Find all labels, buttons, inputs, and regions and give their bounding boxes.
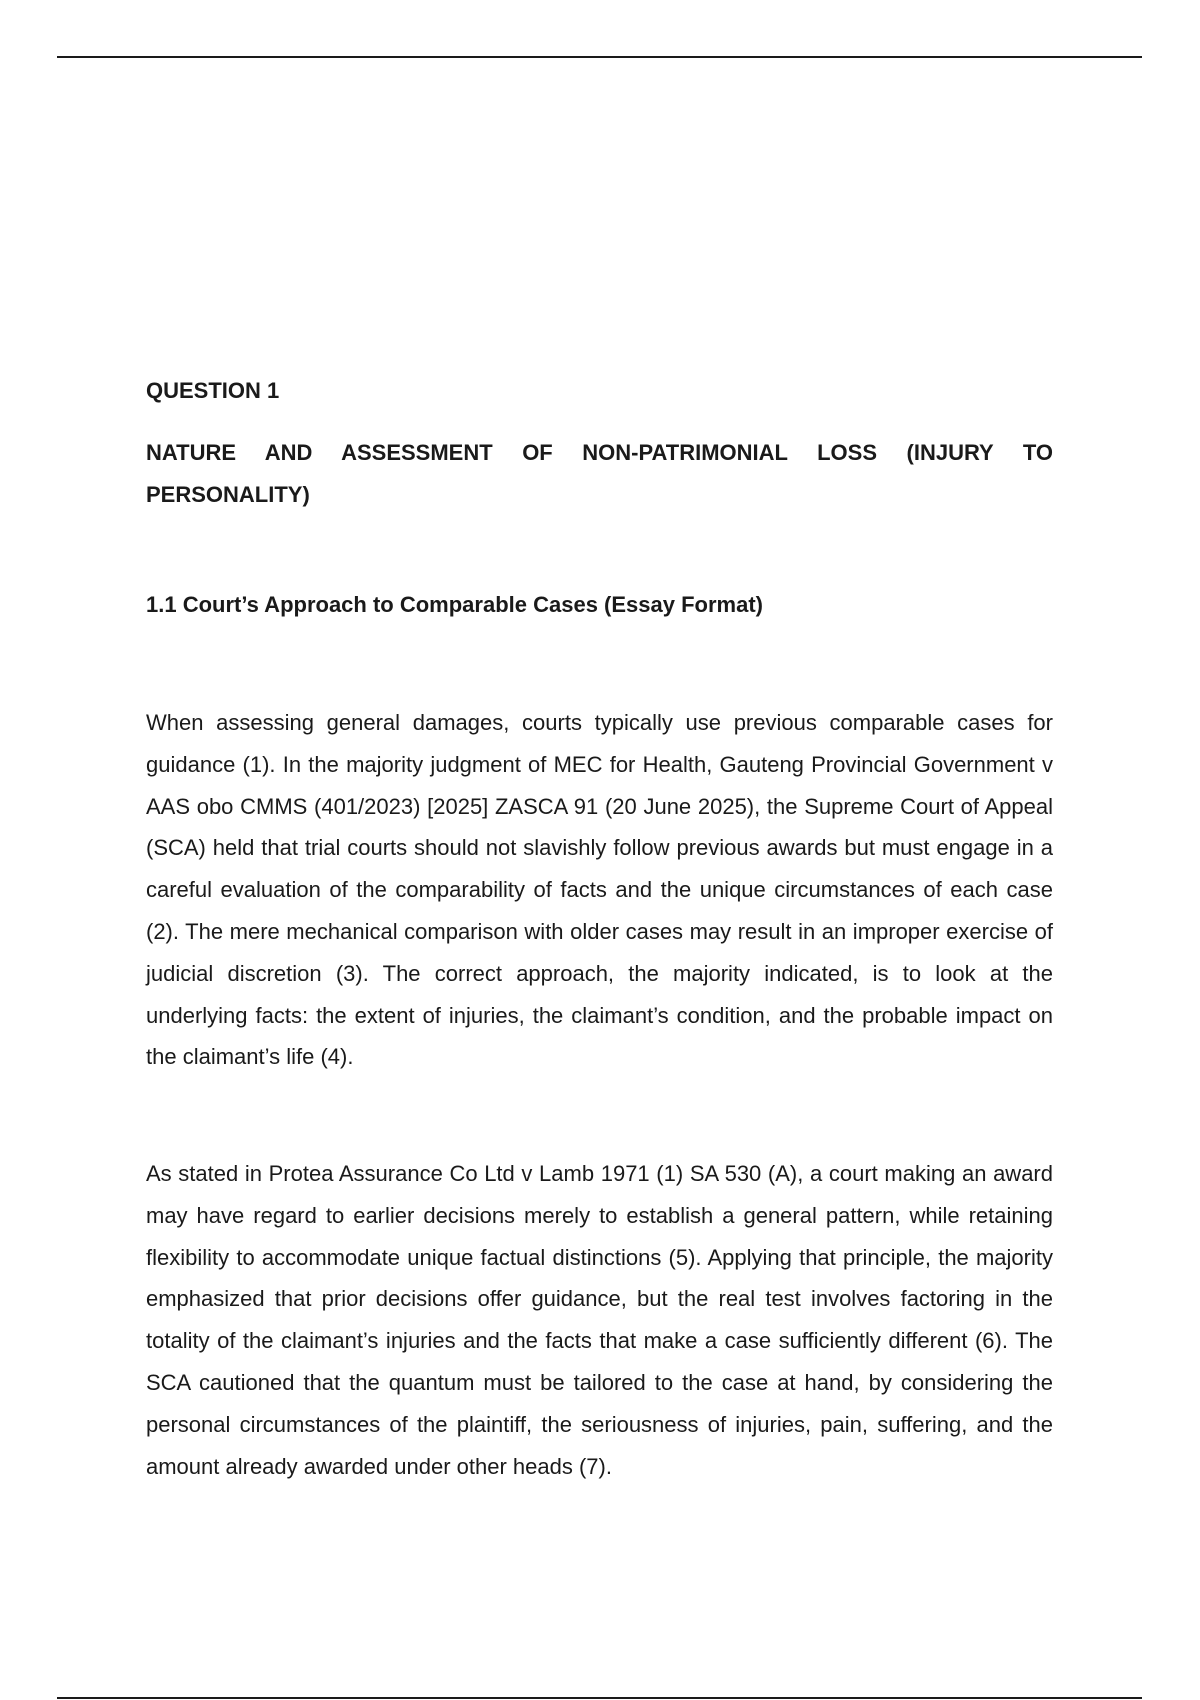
footer-rule (57, 1697, 1142, 1699)
question-title: QUESTION 1 (146, 378, 280, 403)
section-heading: 1.1 Court’s Approach to Comparable Cases (Essay Format) (146, 592, 763, 617)
body-paragraph-1: When assessing general damages, courts typically use previous comparable cases for guidance (1). In the majority judgment of MEC for Health, Gauteng Provincial Government v AAS obo CMMS (401/2023) [2025] ZASCA 91 (20 June 2025), the Supreme Court of Appeal (SCA) held that trial courts should not slavishly follow previous awards but must engage in a careful evaluation of the comparability of facts and the unique circumstances of each case (2). The mere mechanical comparison with older cases may result in an improper exercise of judicial discretion (3). The correct approach, the majority indicated, is to look at the underlying facts: the extent of injuries, the claimant’s condition, and the probable impact on the claimant’s life (4). (146, 710, 1053, 1070)
topic-heading: NATURE AND ASSESSMENT OF NON-PATRIMONIAL LOSS (INJURY TO PERSONALITY) (146, 440, 1053, 507)
body-paragraph-2: As stated in Protea Assurance Co Ltd v Lamb 1971 (1) SA 530 (A), a court making an award may have regard to earlier decisions merely to establish a general pattern, while retaining flexibility to accommodate unique factual distinctions (5). Applying that principle, the majority emphasized that prior decisions offer guidance, but the real test involves factoring in the totality of the claimant’s injuries and the facts that make a case sufficiently different (6). The SCA cautioned that the quantum must be tailored to the case at hand, by considering the personal circumstances of the plaintiff, the seriousness of injuries, pain, suffering, and the amount already awarded under other heads (7). (146, 1161, 1053, 1479)
header-rule (57, 56, 1142, 58)
